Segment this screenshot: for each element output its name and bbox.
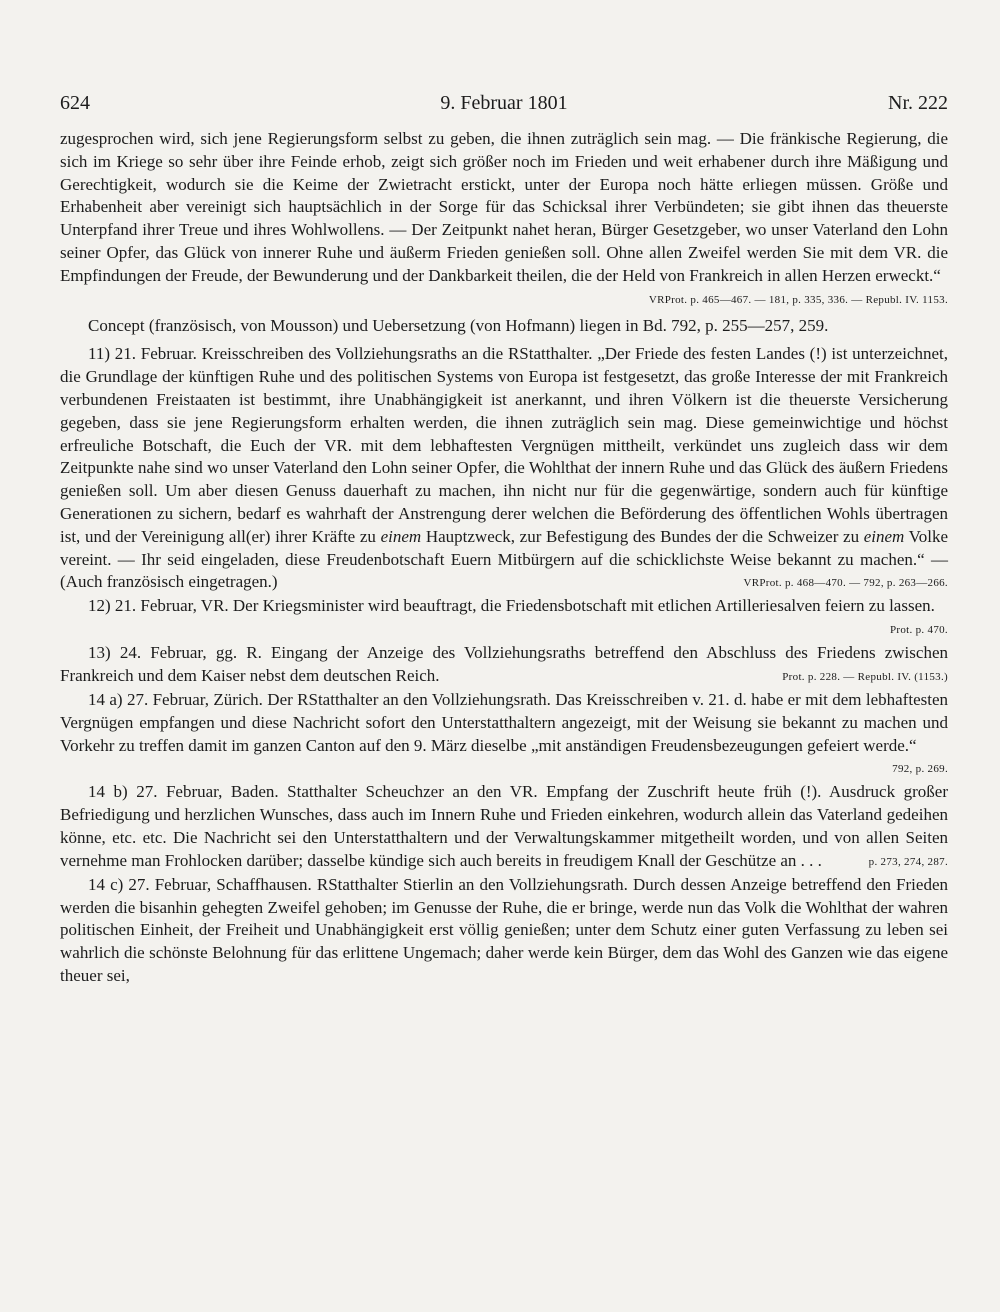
paragraph-text: Volke vereint. — Ihr seid eingeladen, diese Freudenbotschaft Euern Mitbürgern auf die schicklichste Weise bekannt zu machen.“ — (Auch französisch eingetragen.) [60, 526, 949, 592]
paragraph-entry-13 [60, 642, 948, 688]
paragraph-entry-11 [60, 343, 948, 594]
running-header [60, 92, 948, 118]
source-reference: p. 273, 274, 287. [868, 855, 948, 868]
paragraph-entry-14b [60, 781, 948, 872]
source-reference: VRProt. p. 468—470. — 792, p. 263—266. [743, 577, 948, 590]
page-number: 624 [60, 92, 90, 114]
paragraph-text: 14 c) 27. Februar, Schaffhausen. RStatthalter Stierlin an den Vollziehungsrath. Durch dessen Anzeige betreffend den Frieden werden die bisanhin gehegten Zweifel gehoben; im Genusse der Ruhe, die er bringe, werde nun das Volk die Wohlthat der wahren politischen Einheit, der Freiheit und Unabhängigkeit erst völlig genießen; unter dem Schutz einer guten Verfassung zu leben sei wahrlich die schönste Belohnung für das erlittene Ungemach; daher werde kein Bürger, dem das Wohl des Ganzen wie das eigene theuer sei, [60, 874, 948, 985]
source-reference: Prot. p. 470. [890, 624, 948, 637]
emphasis-word: einem [380, 526, 422, 546]
source-reference: 792, p. 269. [892, 763, 948, 776]
paragraph-text: zugesprochen wird, sich jene Regierungsform selbst zu geben, die ihnen zuträglich sein mag. — Die fränkische Regierung, die sich im Kriege so sehr über ihre Feinde erhob, zeigt sich größer noch im Frieden und weit erhabener durch ihre Mäßigung und Gerechtigkeit, wodurch sie die Keime der Zwietracht erstickt, unter der Europa noch hätte erliegen müssen. Größe und Erhabenheit aber vereinigt sich hauptsächlich in der Sorge für das Schicksal ihrer Verbündeten; sie gibt ihnen das theuerste Unterpfand ihrer Treue und ihres Wohlwollens. — Der Zeitpunkt nahet heran, Bürger Gesetzgeber, wo unser Vaterland den Lohn seiner Opfer, das Glück von innerer Ruhe und äußerm Frieden genießen soll. Ohne allen Zweifel werden Sie mit dem VR. die Empfindungen der Freude, der Bewunderung und der Dankbarkeit theilen, die der Held von Frankreich in allen Herzen erweckt.“ [60, 129, 948, 285]
paragraph-entry-12 [60, 595, 948, 637]
paragraph-text: 14 a) 27. Februar, Zürich. Der RStatthalter an den Vollziehungsrath. Das Kreisschreiben v. 21. d. habe er mit dem lebhaftesten Vergnügen empfangen und diese Nachricht sofort den Unterstatthaltern angezeigt, mit der Weisung sie bekannt zu machen und Vorkehr zu treffen damit im ganzen Canton auf den 9. März dieselbe „mit anständigen Freudensbezeugungen gefeiert werde.“ [60, 689, 948, 755]
paragraph-entry-14c [60, 874, 948, 988]
paragraph-text: Concept (französisch, von Mousson) und Uebersetzung (von Hofmann) liegen in Bd. 792, p. 255—257, 259. [88, 315, 829, 335]
source-reference: Prot. p. 228. — Republ. IV. (1153.) [782, 670, 948, 683]
paragraph-text: 11) 21. Februar. Kreisschreiben des Vollziehungsraths an die RStatthalter. „Der Friede des festen Landes (!) ist unterzeichnet, die Grundlage der künftigen Ruhe und des politischen Systems von Europa ist festgesetzt, das große Interesse der mit Frankreich verbundenen Freistaaten ist bestimmt, ihre Unabhängigkeit ist anerkannt, und ihren Völkern ist die theuerste Versicherung gegeben, dass sie jene Regierungsform erhalten werden, die ihnen zuträglich sein mag. Diese gemeinwichtige und höchst erfreuliche Botschaft, die Euch der VR. mit dem lebhaftesten Vergnügen mittheilt, verkündet uns zugleich dass wir dem Zeitpunkte nahe sind wo unser Vaterland den Lohn seiner Opfer, die Wohlthat der innern Ruhe und das Glück des äußern Friedens genießen soll. Um aber diesen Genuss dauerhaft zu machen, ihn nicht nur für die gegenwärtige, sondern auch für künftige Generationen zu sichern, bedarf es wahrhaft der Anstrengung derer welchen die Beförderung des öffentlichen Wohls übertragen ist, und der Vereinigung all(er) ihrer Kräfte zu [60, 344, 948, 546]
header-date: 9. Februar 1801 [440, 92, 568, 114]
paragraph-concept-note [60, 315, 948, 338]
document-number: Nr. 222 [888, 92, 948, 114]
source-reference: VRProt. p. 465—467. — 181, p. 335, 336. — Republ. IV. 1153. [648, 293, 948, 306]
emphasis-word: einem [863, 526, 905, 546]
paragraph-text: 13) 24. Februar, gg. R. Eingang der Anzeige des Vollziehungsraths betreffend den Abschluss des Friedens zwischen Frankreich und dem Kaiser nebst dem deutschen Reich. [60, 643, 948, 685]
paragraph-text: Hauptzweck, zur Befestigung des Bundes der die Schweizer zu [425, 526, 860, 546]
paragraph-text: 12) 21. Februar, VR. Der Kriegsminister wird beauftragt, die Friedensbotschaft mit etlichen Artilleriesalven feiern zu lassen. [88, 596, 935, 616]
paragraph-continuation [60, 128, 948, 306]
paragraph-text: 14 b) 27. Februar, Baden. Statthalter Scheuchzer an den VR. Empfang der Zuschrift heute früh (!). Ausdruck großer Befriedigung und herzlichen Wunsches, dass auch im Innern Ruhe und Frieden einkehren, wodurch allein das Vaterland gedeihen könne, etc. etc. Die Nachricht sei den Unterstatthaltern und der Verwaltungskammer mitgetheilt worden, und von allen Seiten vernehme man Frohlocken darüber; dasselbe kündige sich auch bereits in freudigem Knall der Geschütze an . . . [60, 782, 948, 870]
document-body [60, 128, 948, 988]
paragraph-entry-14a [60, 689, 948, 776]
